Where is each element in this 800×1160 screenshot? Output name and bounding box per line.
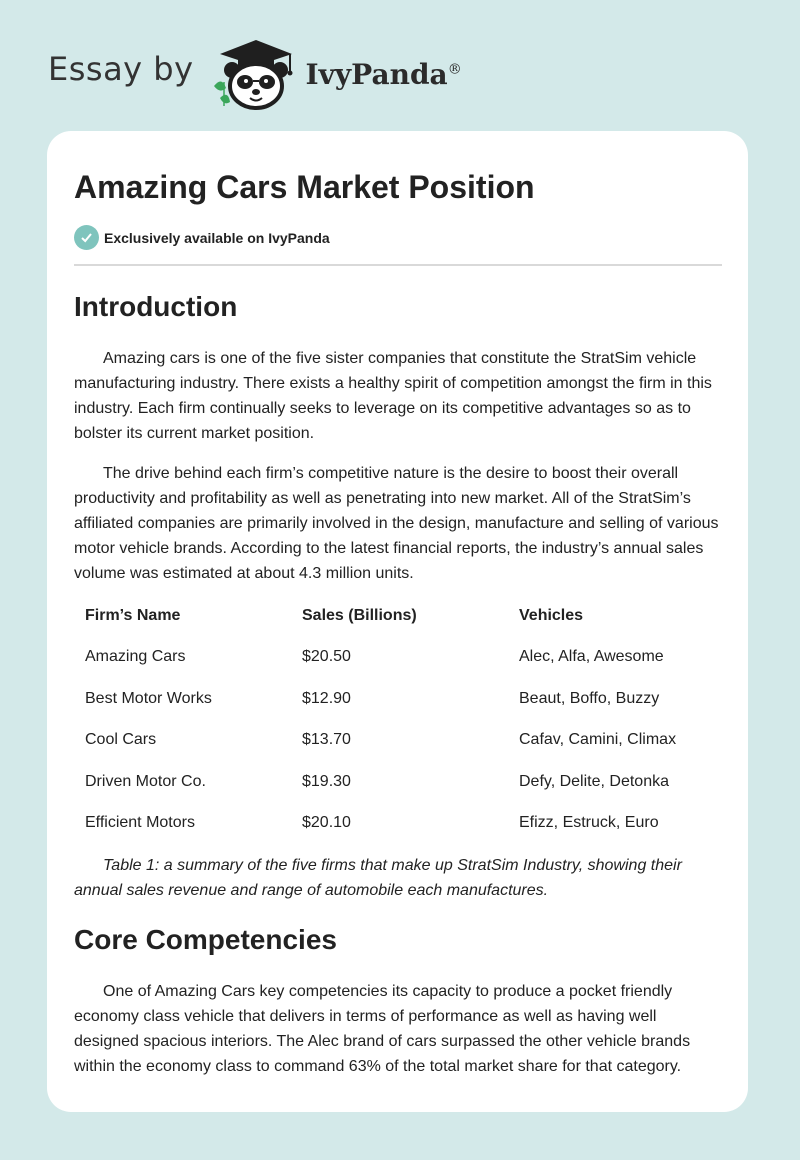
table-cell: $20.50 bbox=[302, 648, 351, 666]
table-cell: Efizz, Estruck, Euro bbox=[519, 814, 659, 832]
page-title: Amazing Cars Market Position bbox=[74, 169, 535, 205]
table-cell: Amazing Cars bbox=[85, 648, 186, 666]
table-cell: $12.90 bbox=[302, 689, 351, 707]
column-header: Vehicles bbox=[519, 606, 584, 624]
table-row bbox=[73, 637, 723, 679]
table-row bbox=[73, 678, 723, 720]
section-heading-introduction: Introduction bbox=[74, 291, 238, 322]
divider bbox=[74, 264, 722, 266]
table-cell: Efficient Motors bbox=[85, 814, 195, 832]
firms-table bbox=[73, 595, 723, 844]
badge-label: Exclusively available on IvyPanda bbox=[104, 229, 330, 246]
essay-card bbox=[47, 131, 748, 1112]
table-header-row bbox=[73, 595, 723, 637]
section-heading-core-competencies: Core Competencies bbox=[74, 924, 337, 955]
table-cell: $13.70 bbox=[302, 731, 351, 749]
table-caption: Table 1: a summary of the five firms that make up StratSim Industry, showing their annual sales revenue and range of automobile each manufactures. bbox=[74, 857, 682, 899]
paragraph: The drive behind each firm’s competitive nature is the desire to boost their overall productivity and profitability as well as penetrating into new market. All of the StratSim’s affiliated companies are primarily involved in the design, manufacture and selling of various motor vehicle brands. According to the latest financial reports, the industry’s annual sales volume was estimated at about 4.3 million units. bbox=[74, 465, 719, 582]
table-cell: Defy, Delite, Detonka bbox=[519, 772, 669, 790]
table-row bbox=[73, 803, 723, 845]
panda-mascot-icon bbox=[210, 36, 302, 110]
table-cell: Driven Motor Co. bbox=[85, 772, 206, 790]
table-cell: Beaut, Boffo, Buzzy bbox=[519, 689, 660, 707]
paragraph: One of Amazing Cars key competencies its capacity to produce a pocket friendly economy class vehicle that delivers in terms of performance as well as having well designed spacious interiors. The Alec brand of cars surpassed the other vehicle brands within the economy class to command 63% of the total market share for that category. bbox=[74, 983, 691, 1075]
table-cell: Best Motor Works bbox=[85, 689, 212, 707]
exclusive-badge bbox=[74, 225, 722, 250]
table-cell: Cafav, Camini, Climax bbox=[519, 731, 677, 749]
column-header: Firm’s Name bbox=[85, 606, 181, 624]
check-icon bbox=[74, 225, 99, 250]
site-logo[interactable] bbox=[48, 36, 462, 110]
logo-brand-name: IvyPanda® bbox=[305, 57, 462, 91]
logo-prefix: Essay by bbox=[48, 50, 194, 88]
table-cell: $19.30 bbox=[302, 772, 351, 790]
table-row bbox=[73, 720, 723, 762]
paragraph: Amazing cars is one of the five sister companies that constitute the StratSim vehicle manufacturing industry. There exists a healthy spirit of competition amongst the firm in this industry. Each firm continually seeks to leverage on its competitive advantages so as to bolster its current market position. bbox=[74, 350, 712, 442]
table-cell: Alec, Alfa, Awesome bbox=[519, 648, 664, 666]
table-cell: Cool Cars bbox=[85, 731, 157, 749]
table-cell: $20.10 bbox=[302, 814, 351, 832]
table-row bbox=[73, 761, 723, 803]
column-header: Sales (Billions) bbox=[302, 606, 417, 624]
